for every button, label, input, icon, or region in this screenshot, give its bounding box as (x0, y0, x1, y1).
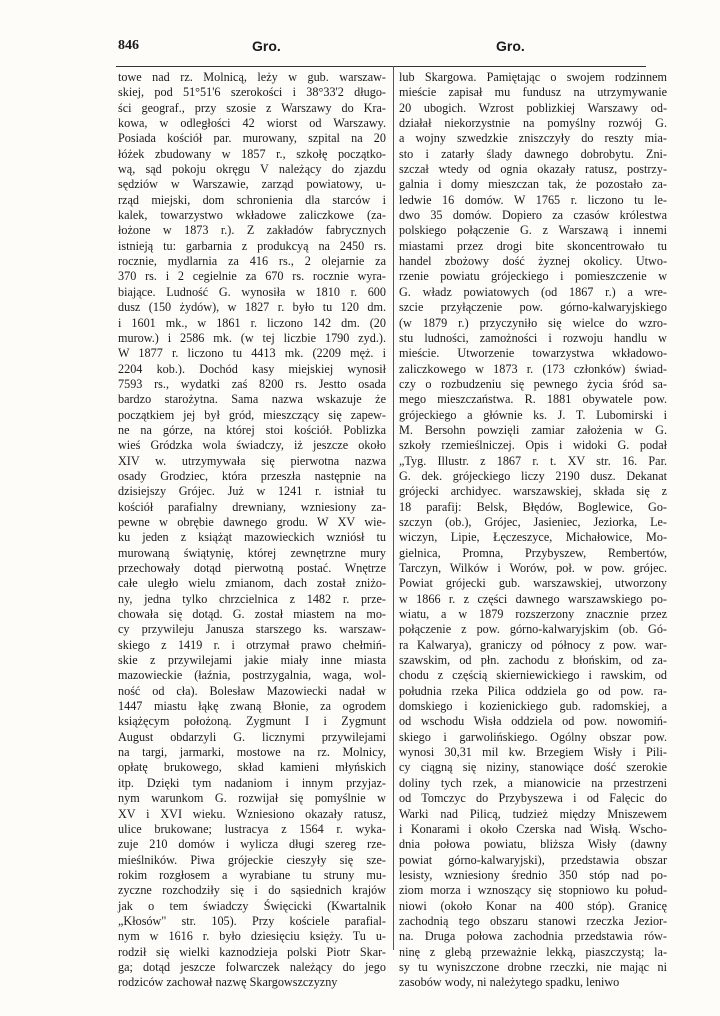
text-line: powiat górno-kalwaryjski), przedstawia obszar (399, 852, 667, 867)
left-column (118, 70, 386, 990)
text-line: G. dek. grójeckiego liczy 2190 dusz. Dekanat (399, 468, 667, 483)
text-line: jak o tem świadczy Święcicki (Kwartalnik (118, 898, 386, 913)
text-line: południa rzeka Pilica oddziela go od pow. ra- (399, 683, 667, 698)
text-line: skiego i garwolińskiego. Ogólny obszar pow. (399, 729, 667, 744)
text-line: ninę z glebą przeważnie lekką, piaszczystą; la- (399, 944, 667, 959)
text-line: w 1866 r. z części dawnego warszawskiego po- (399, 591, 667, 606)
text-line: Tarczyn, Wilków i Worów, poł. w pow. grójec. (399, 561, 667, 575)
text-line: „Kłosów" str. 105). Przy kościele parafial- (118, 913, 386, 928)
text-line: na targi, jarmarki, mostowe na rz. Molnicy, (118, 745, 386, 760)
text-line: kalek, towarzystwo wkładowe zaliczkowe (za- (118, 208, 386, 223)
text-line: domskiego i kozienickiego gub. radomskiej, a (399, 699, 667, 714)
text-line: itp. Dzięki tym nadaniom i innym przyjaz- (118, 775, 386, 790)
text-line: handel zbożowy dość żyznej okolicy. Utwo- (399, 254, 667, 269)
text-line: ga; dotąd jeszcze folwarczek należący do jego (118, 959, 386, 974)
text-line: skiego z 1419 r. i otrzymał prawo chełmiń- (118, 637, 386, 652)
text-line: wiczyn, Lipie, Łęczeszyce, Michałowice, Mo- (399, 530, 667, 545)
text-line: cy ciągną się niziny, stanowiące dość szerokie (399, 760, 667, 775)
text-line: mego mieszczaństwa. R. 1881 obywatele pow. (399, 392, 667, 407)
text-line: wynosi 30,31 mil kw. Brzegiem Wisły i Pili- (399, 745, 667, 760)
text-line: ści geograf., przy szosie z Warszawy do Kra- (118, 100, 386, 115)
text-line: zaliczkowego w 1873 r. (173 członków) świad- (399, 361, 667, 376)
text-line: murow.) i 2586 mk. (w tej liczbie 1790 zyd.). (118, 330, 386, 345)
text-line: nym w 1616 r. było dziesięciu księży. Tu u- (118, 929, 386, 944)
text-line: sędziów w Warszawie, zarząd powiatowy, u- (118, 177, 386, 192)
text-line: Powiat grójecki gub. warszawskiej, utworzony (399, 576, 667, 591)
text-line: książęcym położoną. Zygmunt I i Zygmunt (118, 714, 386, 729)
text-line: biające. Ludność G. wynosiła w 1810 r. 600 (118, 284, 386, 299)
text-line: opłatę brukowego, skład kamieni młyńskich (118, 760, 386, 775)
text-line: ny, jedna tylko chrzcielnica z 1482 r. prze- (118, 591, 386, 606)
text-line: i 1601 mk., w 1861 r. liczono 142 dm. (20 (118, 315, 386, 330)
text-line: od wschodu Wisła oddziela od pow. nowomiń- (399, 714, 667, 729)
column-divider (393, 66, 394, 950)
text-line: mieście. Utworzenie towarzystwa wkładowo- (399, 346, 667, 361)
text-line: na. Druga połowa zachodnia przedstawia rów- (399, 929, 667, 944)
text-line: a wojny szwedzkie zniszczyły do reszty mia- (399, 131, 667, 146)
text-line: rocznie, mydlarnia za 416 rs., 2 olejarnie za (118, 254, 386, 269)
text-line: zyczne rozchodziły się i do sąsiednich krajów (118, 883, 386, 898)
text-line: osady Grodziec, która przeszła następnie na (118, 468, 386, 483)
text-line: przechowały dotąd pierwotną postać. Wnętrze (118, 561, 386, 575)
text-line: stu ludności, zamożności i rozwoju handlu w (399, 330, 667, 345)
text-line: rodził się wielki kaznodzieja polski Piotr Skar- (118, 944, 386, 959)
text-line: lub Skargowa. Pamiętając o swojem rodzinnem (399, 70, 667, 84)
text-line: od Tomczyc do Przybyszewa i od Falęcic do (399, 791, 667, 806)
text-line: „Tyg. Illustr. z 1867 r. t. XV str. 16. Par. (399, 453, 667, 468)
text-line: szkoły rzemieślniczej. Opis i widoki G. podał (399, 438, 667, 453)
text-line: W 1877 r. liczono tu 4413 mk. (2209 męż. i (118, 346, 386, 361)
text-line: lesisty, wzniesiony średnio 350 stóp nad po- (399, 867, 667, 882)
text-line: doliny tych rzek, a mianowicie na przestrzeni (399, 775, 667, 790)
text-line: rodziców zachował nazwę Skargowszczyzny (118, 975, 338, 990)
text-line: 20 ubogich. Wzrost poblizkiej Warszawy od- (399, 100, 667, 115)
text-line: wą, sąd pokoju okręgu V należący do zjazdu (118, 162, 386, 177)
text-line: gielnica, Promna, Przybyszew, Rembertów, (399, 545, 667, 560)
text-line: wiatu, a w 1879 rozszerzony znacznie przez (399, 607, 667, 622)
text-line: szcie przyłączenie pow. górno-kalwaryjskiego (399, 300, 667, 315)
text-line: towe nad rz. Molnicą, leży w gub. warszaw- (118, 70, 386, 84)
page-header (118, 38, 644, 58)
text-line: istnieją tu: garbarnia z produkcyą na 2450 rs. (118, 238, 386, 253)
text-line: miastami przez drogi bite skoncentrowało tu (399, 238, 667, 253)
text-line: grójecki archidyec. warszawskiej, składa się z (399, 484, 667, 499)
text-line: sto i zatarły ślady dawnego dobrobytu. Zni- (399, 146, 667, 161)
text-line: rzenie powiatu grójeckiego i pomieszczenie w (399, 269, 667, 284)
text-line: G. władz powiatowych (od 1867 r.) a wre- (399, 284, 667, 299)
text-line: grójeckiego a głównie ks. J. T. Lubomirski i (399, 407, 667, 422)
page-number: 846 (118, 38, 139, 53)
text-line: łożone w 1873 r.). Z zakładów fabrycznych (118, 223, 386, 238)
text-line: Posiada kościół par. murowany, szpital na 20 (118, 131, 386, 146)
text-line: 1447 miastu łąkę zwaną Błonie, za ogrodem (118, 699, 386, 714)
text-line: mieście zapisał mu fundusz na utrzymywanie (399, 85, 667, 100)
text-line: i Konarami i około Czerska nad Wisłą. Wscho- (399, 821, 667, 836)
text-line: nym warunkom G. rozwijał się pomyślnie w (118, 791, 386, 806)
text-line: ulice brukowane; lustracya z 1564 r. wyka- (118, 821, 386, 836)
text-line: zuje 210 domów i wylicza długi szereg rze- (118, 837, 386, 852)
text-line: polskiego połączenie G. z Warszawą i innemi (399, 223, 667, 238)
text-line: M. Bersohn powzięli zamiar założenia w G. (399, 422, 667, 437)
text-line: XV i XVI wieku. Wzniesiono okazały ratusz, (118, 806, 386, 821)
text-line: bardzo starożytna. Sama nazwa wskazuje że (118, 392, 386, 407)
text-line: (w 1879 r.) przyczyniło się wielce do wzro- (399, 315, 667, 330)
text-line: murowaną świątynię, której zewnętrzne mury (118, 545, 386, 560)
text-line: całe uległo wielu zmianom, dach został zniżo- (118, 576, 386, 591)
text-line: szawskim, od płn. zachodu z błońskim, od za- (399, 653, 667, 668)
text-line: ne na górze, na której stoi kościół. Poblizka (118, 422, 386, 437)
text-line: rząd miejski, dom schronienia dla starców i (118, 192, 386, 207)
text-line: niowi (około Konar na 400 stóp). Granicę (399, 898, 667, 913)
text-line: dusz (150 żydów), w 1827 r. było tu 120 dm. (118, 300, 386, 315)
text-line: szczyn (ob.), Grójec, Jasieniec, Jeziorka, Le- (399, 514, 667, 529)
text-line: mieślników. Piwa grójeckie cieszyły się sze- (118, 852, 386, 867)
text-line: August obdarzyli G. licznymi przywilejami (118, 729, 386, 744)
text-line: kościół parafialny drewniany, wzniesiony za- (118, 499, 386, 514)
text-line: chodu z częścią skierniewickiego i rawskim, od (399, 668, 667, 683)
text-line: ra Kalwarya), graniczy od północy z pow. war- (399, 637, 667, 652)
headword-right: Gro. (496, 38, 525, 54)
text-line: mazowieckie (łaźnia, postrzygalnia, waga, wol- (118, 668, 386, 683)
text-line: zasobów wody, ni należytego spadku, leniwo (399, 975, 620, 990)
text-line: ność od cła). Bolesław Mazowiecki nadał w (118, 683, 386, 698)
text-line: dzisiejszy Grójec. Już w 1241 r. istniał tu (118, 484, 386, 499)
right-column (399, 70, 667, 990)
text-line: zachodnią tego obszaru stanowi rzeczka Jezior- (399, 913, 667, 928)
text-line: działał niekorzystnie na pomyślny rozwój G. (399, 116, 667, 131)
text-line: XIV w. utrzymywała się pierwotna nazwa (118, 453, 386, 468)
text-line: galnia i domy mieszczan tak, że pozostało za- (399, 177, 667, 192)
text-line: skiej, pod 51°51'6 szerokości i 38°33'2 długo- (118, 85, 386, 100)
text-line: ledwie 16 domów. W 1765 r. liczono tu le- (399, 192, 667, 207)
text-line: kowa, w odległości 42 wiorst od Warszawy. (118, 116, 386, 131)
text-line: sy tu wyniszczone drobne rzeczki, nie mając ni (399, 959, 667, 974)
text-line: 370 rs. i 2 cegielnie za 670 rs. rocznie wyra- (118, 269, 386, 284)
text-line: początkiem jej był gród, mieszczący się zapew- (118, 407, 386, 422)
text-line: połączenie z pow. górno-kalwaryjskim (ob. Gó- (399, 622, 667, 637)
text-line: cy przywileju Janusza starszego ks. warszaw- (118, 622, 386, 637)
headword-left: Gro. (252, 38, 281, 54)
text-line: ku jeden z książąt mazowieckich wzniósł tu (118, 530, 386, 545)
text-line: łóżek zbudowany w 1857 r., szkołę początko- (118, 146, 386, 161)
text-line: Warki nad Pilicą, tudzież między Mniszewem (399, 806, 667, 821)
text-line: pewne w obrębie dawnego grodu. W XV wie- (118, 514, 386, 529)
text-line: 2204 kob.). Dochód kasy miejskiej wynosił (118, 361, 386, 376)
text-line: dwo 35 domów. Dopiero za czasów królestwa (399, 208, 667, 223)
text-line: wieś Gródzka wola świadczy, iż jeszcze około (118, 438, 386, 453)
text-line: 7593 rs., wydatki zaś 8200 rs. Jestto osada (118, 376, 386, 391)
text-line: rokim rozgłosem a wyrabiane tu struny mu- (118, 867, 386, 882)
header-rule (116, 66, 646, 67)
text-line: 18 parafij: Belsk, Błędów, Boglewice, Go- (399, 499, 667, 514)
text-line: chowała się dotąd. G. został miastem na mo- (118, 607, 386, 622)
text-line: ziom morza i wznoszący się stopniowo ku połud- (399, 883, 667, 898)
text-line: skie z przywilejami jakie miały inne miasta (118, 653, 386, 668)
text-line: szczał wtedy od ognia okazały ratusz, postrzy- (399, 162, 667, 177)
text-line: dnia połowa powiatu, bliższa Wisły (dawny (399, 837, 667, 852)
text-line: czy o rozbudzeniu się pewnego życia śród sa- (399, 376, 667, 391)
